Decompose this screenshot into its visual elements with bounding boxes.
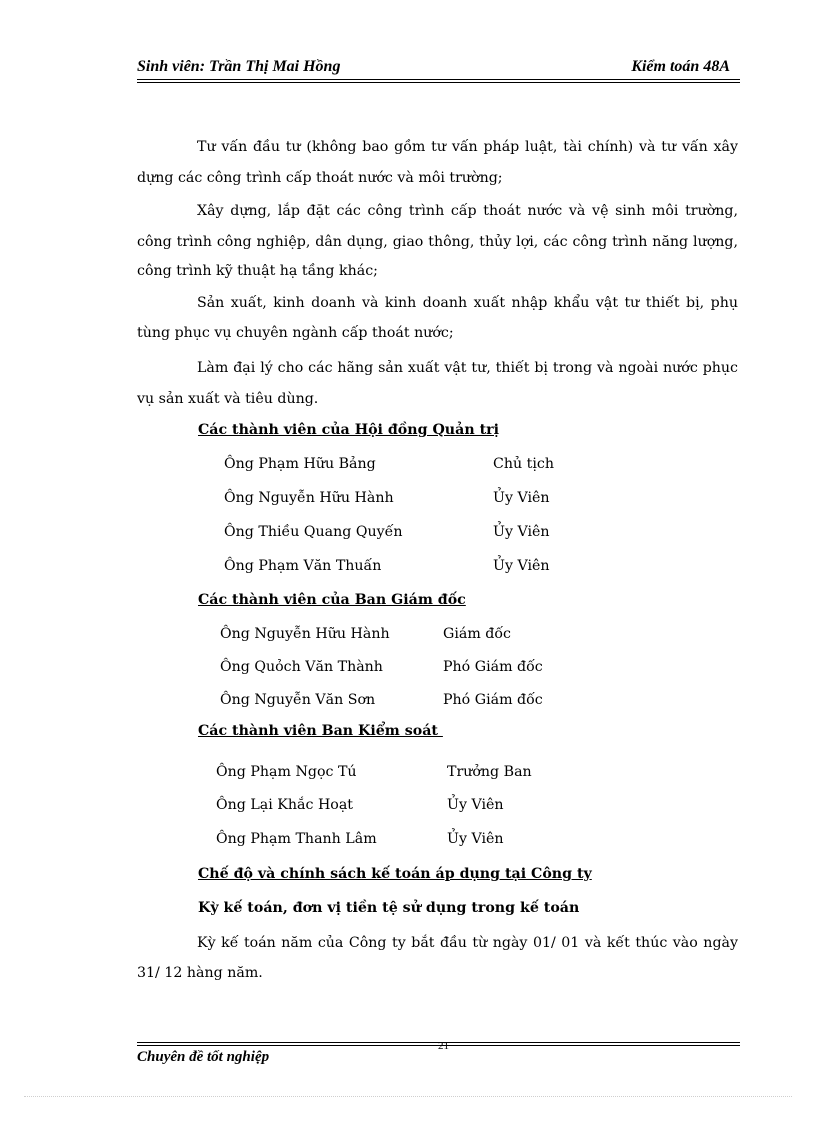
header-rule-bottom [137, 82, 740, 83]
paragraph-line: tùng phục vụ chuyên ngành cấp thoát nước; [137, 325, 454, 341]
member-role: Ủy Viên [493, 524, 550, 540]
page-boundary [24, 1096, 792, 1097]
paragraph-line: Tư vấn đầu tư (không bao gồm tư vấn pháp luật, tài chính) và tư vấn xây [197, 139, 738, 155]
member-role: Trưởng Ban [447, 764, 532, 780]
member-name: Ông Nguyễn Hữu Hành [220, 626, 390, 642]
member-name: Ông Thiều Quang Quyến [224, 524, 403, 540]
member-role: Ủy Viên [447, 797, 504, 813]
member-role: Giám đốc [443, 626, 512, 642]
paragraph-line: Xây dựng, lắp đặt các công trình cấp thoát nước và vệ sinh môi trường, [197, 203, 738, 219]
member-role: Phó Giám đốc [443, 659, 543, 675]
section-title-control: Các thành viên Ban Kiểm soát [198, 723, 443, 739]
paragraph-line: Kỳ kế toán năm của Công ty bắt đầu từ ngày 01/ 01 và kết thúc vào ngày [197, 935, 738, 951]
page-header [137, 58, 740, 80]
header-rule-top [137, 79, 740, 80]
paragraph-line: Sản xuất, kinh doanh và kinh doanh xuất nhập khẩu vật tư thiết bị, phụ [197, 295, 738, 311]
member-role: Phó Giám đốc [443, 692, 543, 708]
page-number: 21 [438, 1040, 449, 1052]
member-name: Ông Quỏch Văn Thành [220, 659, 383, 675]
paragraph-line: dựng các công trình cấp thoát nước và môi trường; [137, 170, 503, 186]
member-role: Ủy Viên [447, 831, 504, 847]
member-name: Ông Phạm Văn Thuấn [224, 558, 382, 574]
paragraph-line: công trình công nghiệp, dân dụng, giao thông, thủy lợi, các công trình năng lượng, [137, 234, 738, 250]
section-title-period: Kỳ kế toán, đơn vị tiền tệ sử dụng trong kế toán [198, 900, 580, 916]
section-title-board: Các thành viên của Hội đồng Quản trị [198, 422, 499, 438]
member-name: Ông Nguyễn Hữu Hành [224, 490, 394, 506]
footer-title: Chuyên đề tốt nghiệp [137, 1049, 270, 1065]
header-student: Sinh viên: Trần Thị Mai Hồng [137, 58, 341, 75]
paragraph-line: 31/ 12 hàng năm. [137, 965, 263, 981]
member-name: Ông Nguyễn Văn Sơn [220, 692, 376, 708]
paragraph-line: công trình kỹ thuật hạ tầng khác; [137, 263, 378, 279]
paragraph-line: Làm đại lý cho các hãng sản xuất vật tư, thiết bị trong và ngoài nước phục [197, 360, 738, 376]
member-name: Ông Phạm Thanh Lâm [216, 831, 377, 847]
member-name: Ông Phạm Ngọc Tú [216, 764, 357, 780]
member-role: Ủy Viên [493, 558, 550, 574]
paragraph-line: vụ sản xuất và tiêu dùng. [137, 391, 319, 407]
member-name: Ông Lại Khắc Hoạt [216, 797, 354, 813]
section-title-directors: Các thành viên của Ban Giám đốc [198, 592, 466, 608]
member-role: Chủ tịch [493, 456, 554, 472]
member-name: Ông Phạm Hữu Bảng [224, 456, 376, 472]
header-class: Kiểm toán 48A [631, 58, 730, 75]
member-role: Ủy Viên [493, 490, 550, 506]
section-title-policy: Chế độ và chính sách kế toán áp dụng tại Công ty [198, 866, 592, 882]
